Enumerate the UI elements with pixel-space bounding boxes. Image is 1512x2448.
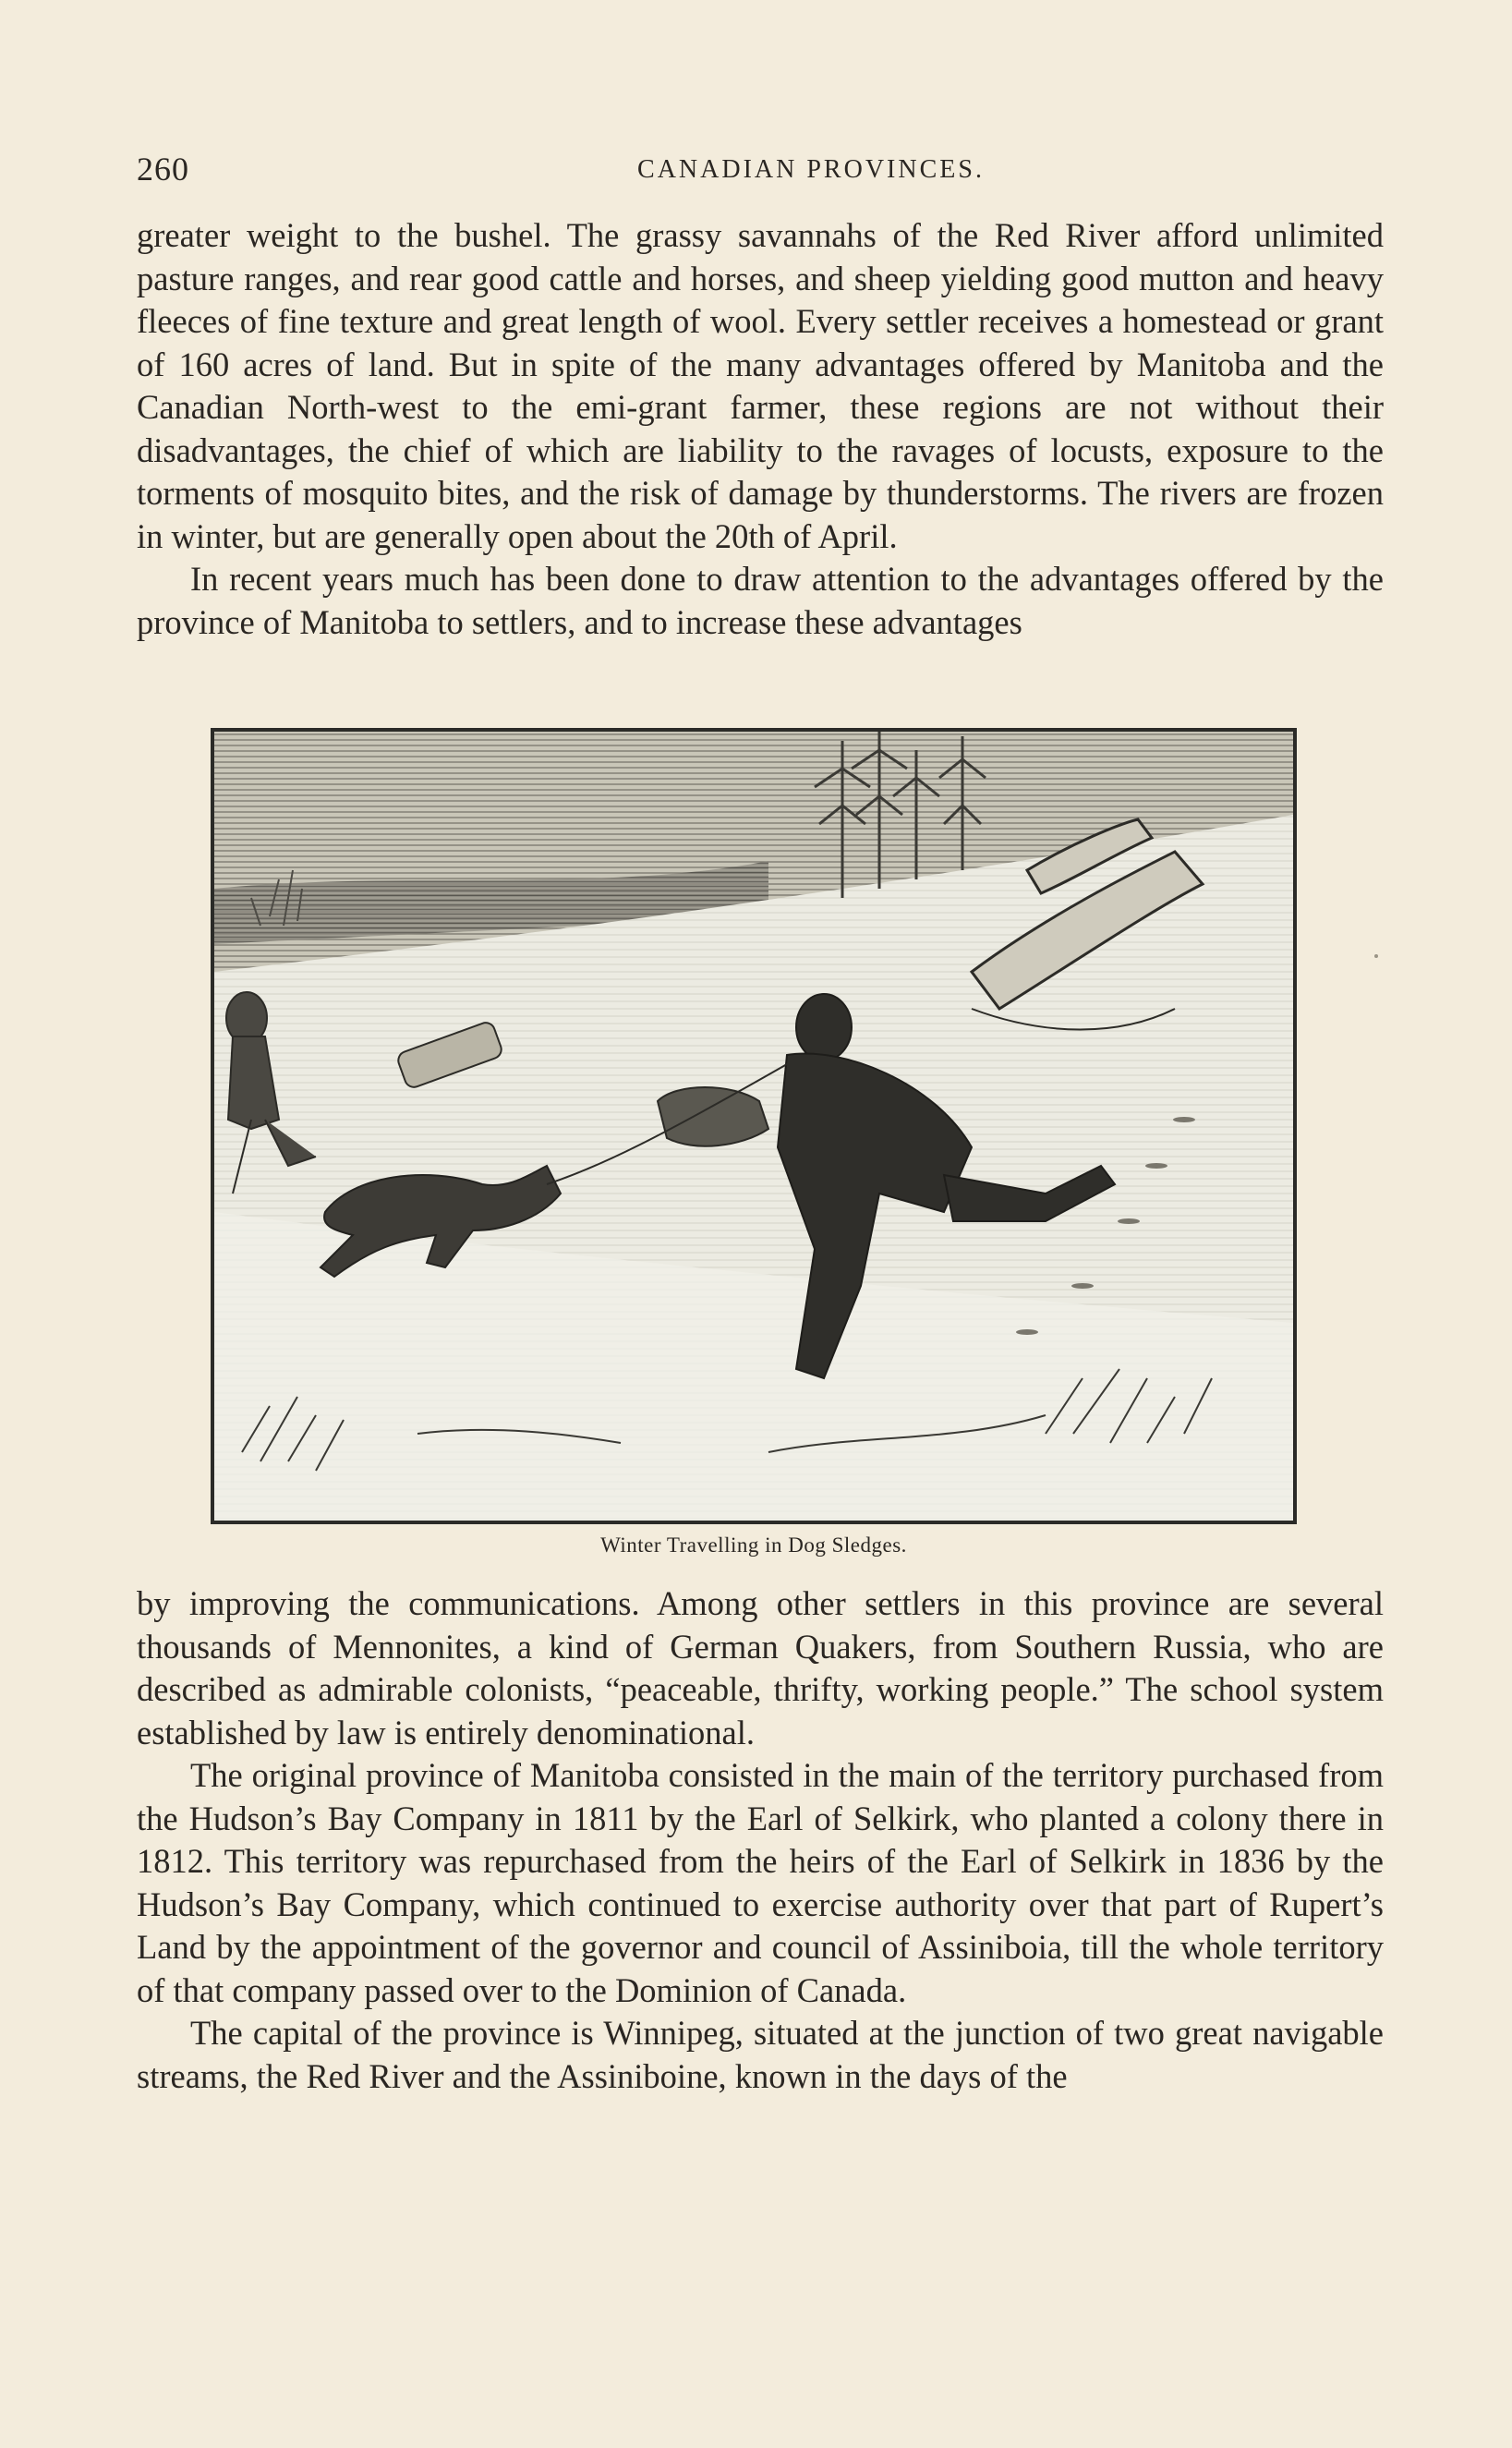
body-text-top: [137, 214, 1384, 644]
paragraph: In recent years much has been done to draw attention to the advantages offered by the province of Manitoba to settlers, and to increase these advantages: [137, 560, 1384, 641]
paper-speck: [1374, 954, 1378, 958]
paragraph: The capital of the province is Winnipeg, situated at the junction of two great navigable streams, the Red River and the Assiniboine, known in the days of the: [137, 2014, 1384, 2095]
body-text-bottom: [137, 1582, 1384, 2098]
page-header: [137, 150, 1384, 196]
dog-sledge-engraving: [214, 732, 1293, 1521]
paragraph: The original province of Manitoba consisted in the main of the territory purchased from the Hudson’s Bay Company in 1811 by the Earl of Selkirk, who planted a colony there in 1812. This territory was repurchased from the heirs of the Earl of Selkirk in 1836 by the Hudson’s Bay Company, which continued to exercise authority over that part of Rupert’s Land by the appointment of the governor and council of Assiniboia, till the whole territory of that company passed over to the Dominion of Canada.: [137, 1756, 1384, 2009]
paragraph: greater weight to the bushel. The grassy savannahs of the Red River afford unlimited pasture ranges, and rear good cattle and horses, and sheep yielding good mutton and heavy fleeces of fine texture and great length of wool. Every settler receives a homestead or grant of 160 acres of land. But in spite of the many advantages offered by Manitoba and the Canadian North-west to the emi-grant farmer, these regions are not without their disadvantages, the chief of which are liability to the ravages of locusts, exposure to the torments of mosquito bites, and the risk of damage by thunderstorms. The rivers are frozen in winter, but are generally open about the 20th of April.: [137, 216, 1384, 555]
figure-caption: Winter Travelling in Dog Sledges.: [600, 1533, 907, 1557]
page-number: 260: [137, 151, 189, 188]
running-head: CANADIAN PROVINCES.: [637, 155, 985, 184]
paragraph: by improving the communications. Among other settlers in this province are several thousands of Mennonites, a kind of German Quakers, from Southern Russia, who are described as admirable colonists, “peaceable, thrifty, working people.” The school system established by law is entirely denominational.: [137, 1584, 1384, 1751]
engraving-illustration: [211, 728, 1297, 1524]
